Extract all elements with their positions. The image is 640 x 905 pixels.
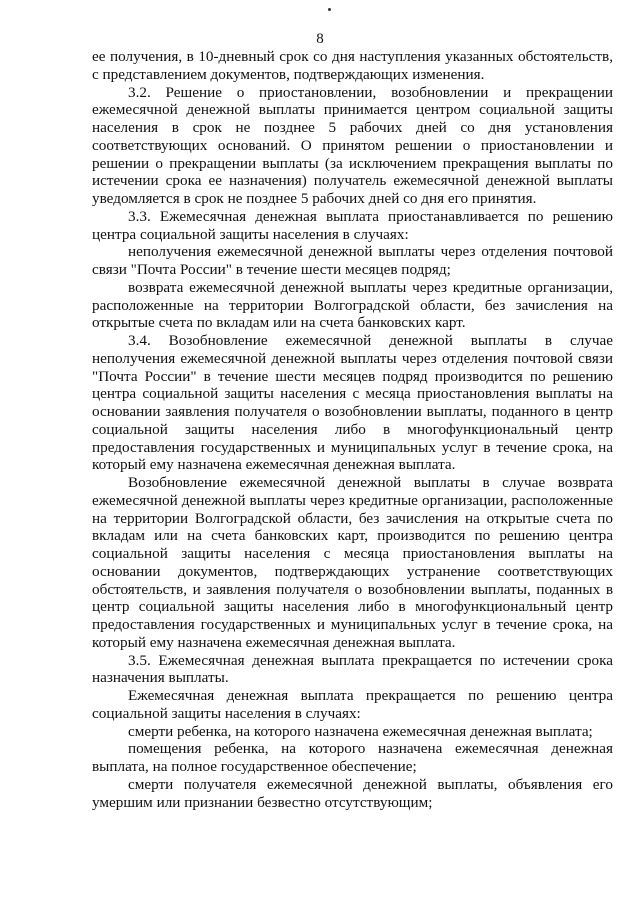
paragraph-3-5-cases: Ежемесячная денежная выплата прекращается по решению центра социальной защиты населения в случаях:	[92, 687, 613, 722]
paragraph-3-5-case-1: смерти ребенка, на которого назначена ежемесячная денежная выплата;	[128, 722, 593, 740]
paragraph-3-4: 3.4. Возобновление ежемесячной денежной выплаты в случае неполучения ежемесячной денежной выплаты через отделения почтовой связи "Почта России" в течение шести месяцев подряд производится по решению центра социальной защиты населения с месяца приостановления выплаты на основании заявления получателя о возобновлении выплаты, поданного в центр социальной защиты населения либо в многофункциональный центр предоставления государственных и муниципальных услуг в течение срока, на который ему назначена ежемесячная денежная выплата.	[92, 332, 613, 474]
paragraph-3-5: 3.5. Ежемесячная денежная выплата прекращается по истечении срока назначения выплаты.	[92, 651, 613, 687]
paragraph-3-3-case-2: возврата ежемесячной денежной выплаты через кредитные организации, расположенные на территории Волгоградской области, без зачисления на открытые счета по вкладам или на счета банковских карт.	[92, 278, 613, 332]
document-body	[92, 48, 613, 811]
paragraph-3-2: 3.2. Решение о приостановлении, возобновлении и прекращении ежемесячной денежной выплаты принимается центром социальной защиты населения в срок не позднее 5 рабочих дней со дня установления соответствующих оснований. О принятом решении о приостановлении и решении о прекращении выплаты (за исключением прекращения выплаты по истечении срока ее назначения) получатель ежемесячной денежной выплаты уведомляется в срок не позднее 5 рабочих дней со дня его принятия.	[92, 83, 613, 207]
paragraph-3-5-case-2: помещения ребенка, на которого назначена ежемесячная денежная выплата, на полное государственное обеспечение;	[92, 740, 613, 775]
paragraph-3-3-case-1: неполучения ежемесячной денежной выплаты через отделения почтовой связи "Почта России" в течение шести месяцев подряд;	[92, 243, 613, 278]
paragraph-3-3: 3.3. Ежемесячная денежная выплата приостанавливается по решению центра социальной защиты населения в случаях:	[92, 207, 613, 243]
page-number: 8	[316, 31, 324, 47]
paragraph-3-4-resumption: Возобновление ежемесячной денежной выплаты в случае возврата ежемесячной денежной выплаты через кредитные организации, расположенные на территории Волгоградской области, без зачисления на открытые счета по вкладам или на счета банковских карт, производится по решению центра социальной защиты населения с месяца приостановления выплаты на основании документов, подтверждающих устранение соответствующих обстоятельств, и заявления получателя о возобновлении выплаты, поданных в центр социальной защиты населения либо в многофункциональный центр предоставления государственных и муниципальных услуг в течение срока, на который ему назначена ежемесячная денежная выплата.	[92, 474, 613, 651]
paragraph-continuation: ее получения, в 10-дневный срок со дня наступления указанных обстоятельств, с представлением документов, подтверждающих изменения.	[92, 48, 613, 83]
scan-mark	[328, 8, 331, 11]
paragraph-3-5-case-3: смерти получателя ежемесячной денежной выплаты, объявления его умершим или признании безвестно отсутствующим;	[92, 775, 613, 811]
